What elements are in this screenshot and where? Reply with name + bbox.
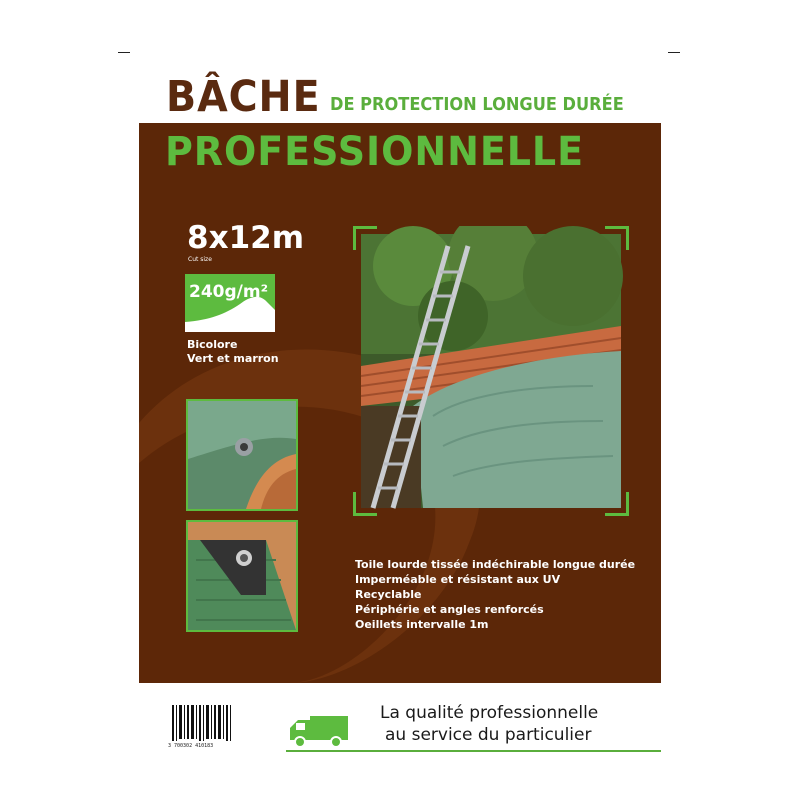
barcode-number: 3 700302 410183 bbox=[168, 743, 214, 749]
slogan-line: au service du particulier bbox=[385, 725, 592, 745]
eyelet-photo bbox=[186, 399, 298, 511]
professional-heading: PROFESSIONNELLE bbox=[165, 129, 585, 175]
feature-item: Recyclable bbox=[355, 588, 422, 601]
main-photo bbox=[353, 226, 629, 516]
size-label: 8x12m bbox=[187, 220, 305, 256]
brown-panel bbox=[139, 123, 661, 683]
crop-mark bbox=[118, 52, 130, 53]
feature-item: Imperméable et résistant aux UV bbox=[355, 573, 561, 586]
footer-divider bbox=[286, 750, 661, 752]
product-subtitle: DE PROTECTION LONGUE DURÉE bbox=[330, 94, 624, 115]
color-label: Bicolore bbox=[187, 338, 238, 351]
feature-item: Oeillets intervalle 1m bbox=[355, 618, 489, 631]
feature-list bbox=[355, 557, 635, 632]
weight-label: 240g/m² bbox=[189, 282, 269, 302]
feature-item: Toile lourde tissée indéchirable longue durée bbox=[355, 558, 636, 571]
crop-mark bbox=[668, 52, 680, 53]
color-detail-label: Vert et marron bbox=[187, 352, 279, 365]
cut-size-label: Cut size bbox=[188, 256, 212, 263]
feature-item: Périphérie et angles renforcés bbox=[355, 603, 544, 616]
corner-photo bbox=[186, 520, 298, 632]
product-title: BÂCHE bbox=[166, 72, 321, 122]
truck-icon bbox=[288, 712, 352, 750]
slogan-line: La qualité professionnelle bbox=[380, 703, 599, 723]
